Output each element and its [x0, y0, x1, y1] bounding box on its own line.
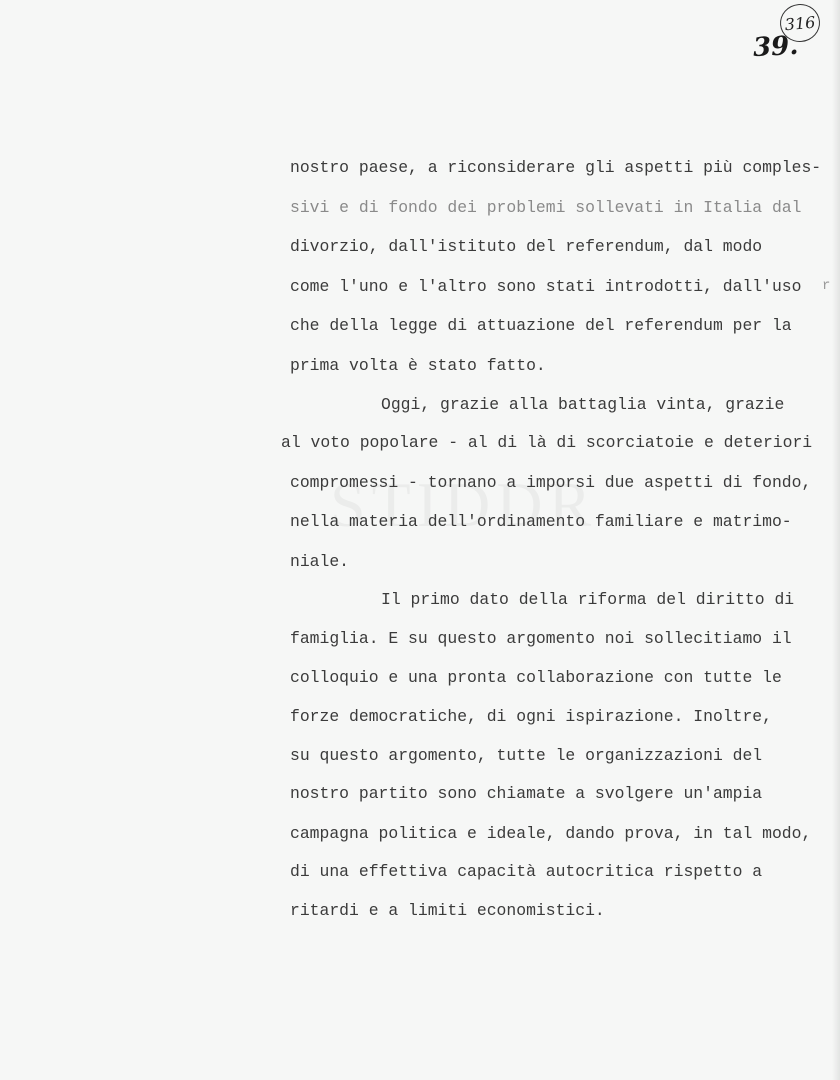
text-line: nostro paese, a riconsiderare gli aspetti più comples-	[290, 158, 822, 177]
text-line: al voto popolare - al di là di scorciatoie e deteriori	[281, 433, 813, 452]
archive-number: 316	[783, 12, 817, 34]
text-line: di una effettiva capacità autocritica rispetto a	[290, 862, 763, 881]
margin-mark: r	[822, 278, 831, 294]
text-line: famiglia. E su questo argomento noi sollecitiamo il	[290, 629, 792, 648]
text-line: nostro partito sono chiamate a svolgere un'ampia	[290, 784, 763, 803]
text-line: ritardi e a limiti economistici.	[290, 901, 605, 920]
text-line: divorzio, dall'istituto del referendum, dal modo	[290, 237, 763, 256]
text-line: campagna politica e ideale, dando prova, in tal modo,	[290, 824, 812, 843]
text-line: nella materia dell'ordinamento familiare e matrimo-	[290, 512, 792, 531]
page-number: 39.	[752, 30, 799, 64]
text-line: che della legge di attuazione del referendum per la	[290, 316, 792, 335]
text-line: come l'uno e l'altro sono stati introdotti, dall'uso	[290, 277, 802, 296]
text-line: Oggi, grazie alla battaglia vinta, grazie	[381, 395, 785, 414]
text-line: su questo argomento, tutte le organizzazioni del	[290, 746, 763, 765]
text-line: forze democratiche, di ogni ispirazione. Inoltre,	[290, 707, 772, 726]
text-line: niale.	[290, 552, 350, 571]
text-line: compromessi - tornano a imporsi due aspetti di fondo,	[290, 473, 812, 492]
text-line: Il primo dato della riforma del diritto di	[381, 590, 795, 609]
page-edge-shadow	[832, 0, 840, 1080]
text-line: colloquio e una pronta collaborazione con tutte le	[290, 668, 782, 687]
text-line: sivi e di fondo dei problemi sollevati in Italia dal	[290, 198, 802, 217]
text-line: prima volta è stato fatto.	[290, 356, 546, 375]
